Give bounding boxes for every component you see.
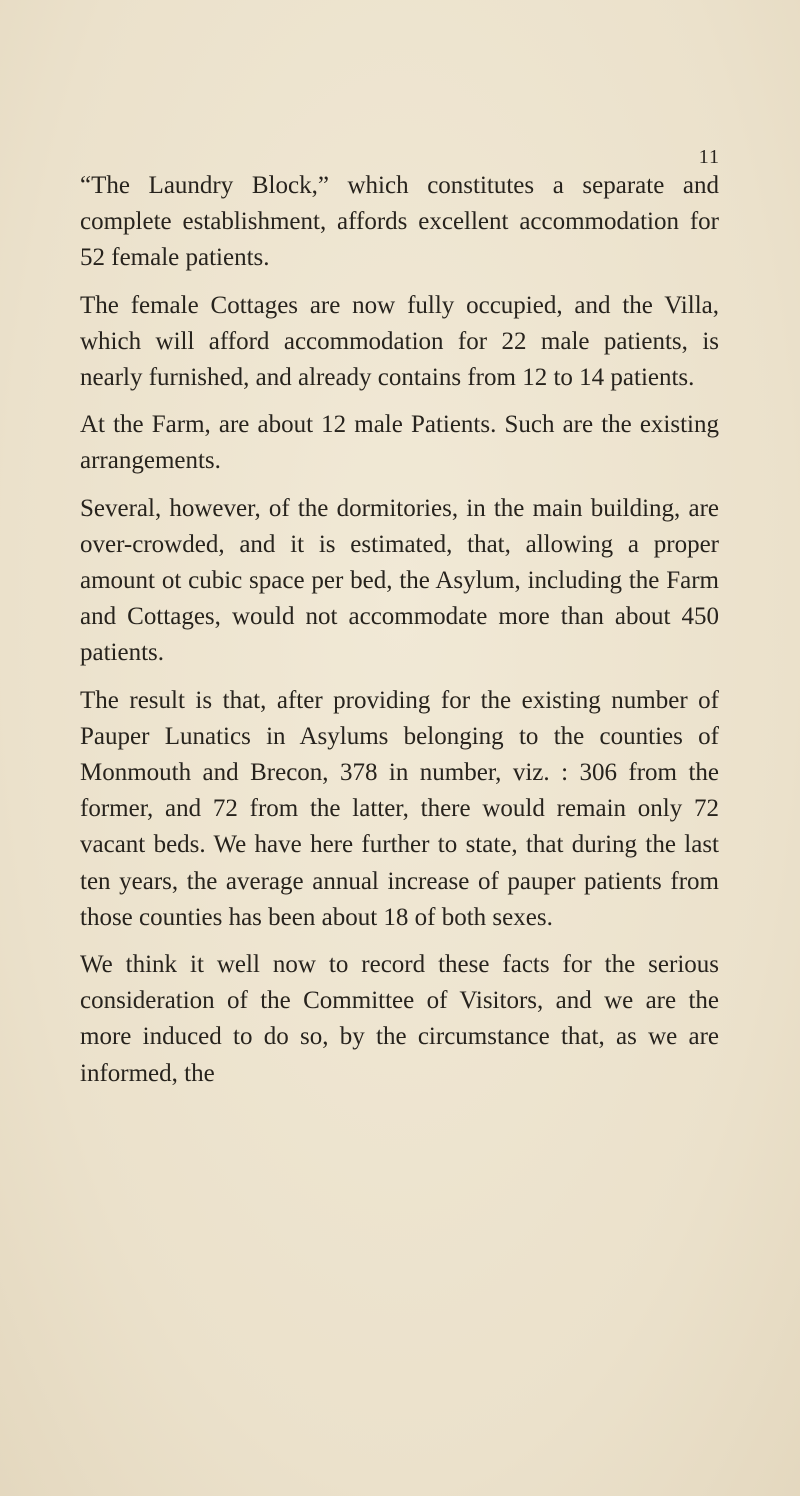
paragraph-result: The result is that, after providing for the existing number of Pauper Lunatics in Asylums belonging to the counties of Monmouth and Brecon, 378 in number, viz. : 306 from the former, and 72 from the latter, there would remain only 72 vacant beds. We have here further to state, that during the last ten years, the average annual increase of pauper patients from those counties has been about 18 of both sexes. (80, 686, 719, 931)
paragraph-laundry-block: “The Laundry Block,” which constitutes a separate and complete establishment, affords excellent accommodation for 52 female patients. (80, 172, 719, 272)
paragraph-farm: At the Farm, are about 12 male Patients. Such are the existing arrangements. (80, 411, 719, 475)
body-text (80, 168, 719, 1103)
paragraph-committee: We think it well now to record these facts for the serious consideration of the Committee of Visitors, and we are the more induced to do so, by the circumstance that, as we are informed, the (80, 951, 719, 1087)
paragraph-dormitories: Several, however, of the dormitories, in the main building, are over-crowded, and it is estimated, that, allowing a proper amount ot cubic space per bed, the Asylum, including the Farm and Cottages, would not accommodate more than about 450 patients. (80, 494, 719, 667)
page-number: 11 (698, 146, 720, 168)
paragraph-female-cottages: The female Cottages are now fully occupied, and the Villa, which will afford accommodation for 22 male patients, is nearly furnished, and already contains from 12 to 14 patients. (80, 291, 719, 392)
